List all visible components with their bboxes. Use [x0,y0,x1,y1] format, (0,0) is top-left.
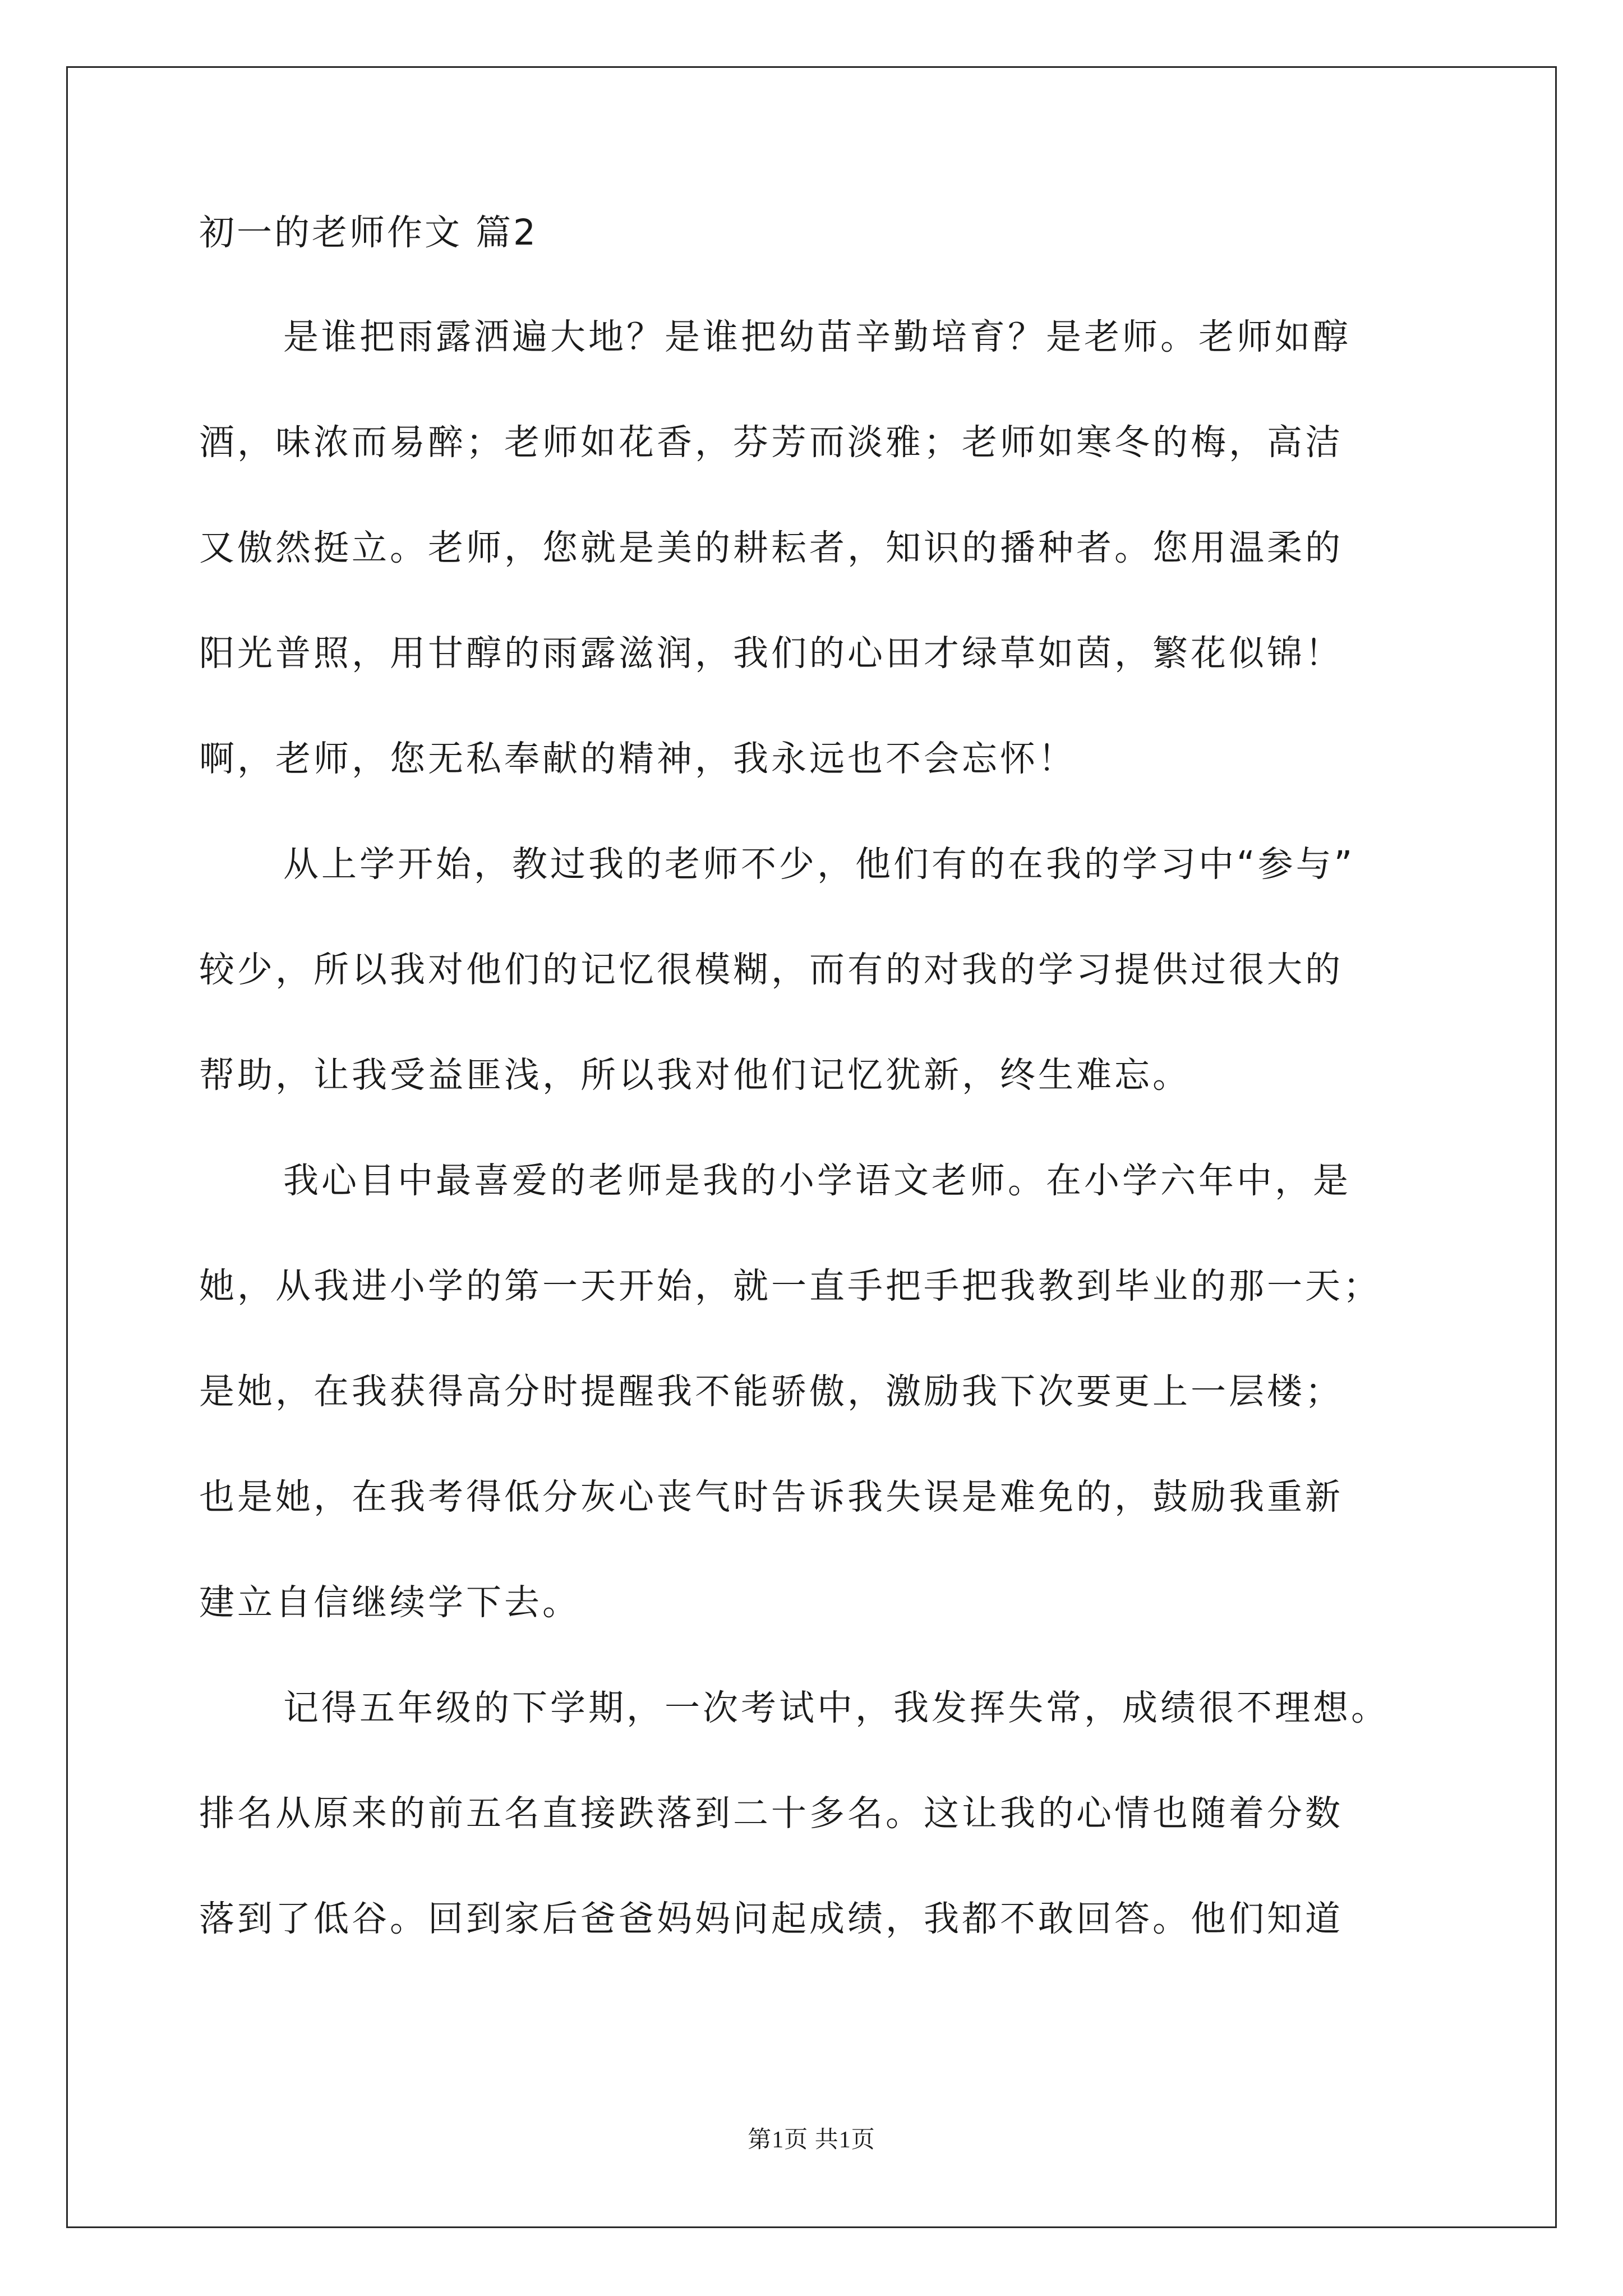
text-line: 又傲然挺立。老师，您就是美的耕耘者，知识的播种者。您用温柔的 [199,527,1343,568]
text-line: 建立自信继续学下去。 [199,1582,580,1623]
text-line: 排名从原来的前五名直接跌落到二十多名。这让我的心情也随着分数 [199,1793,1343,1834]
text-line: 较少，所以我对他们的记忆很模糊，而有的对我的学习提供过很大的 [199,949,1343,990]
text-line: 我心目中最喜爱的老师是我的小学语文老师。在小学六年中，是 [283,1160,1351,1201]
text-line: 是谁把雨露洒遍大地？是谁把幼苗辛勤培育？是老师。老师如醇 [283,316,1351,357]
document-body [199,208,1433,1999]
text-line: 也是她，在我考得低分灰心丧气时告诉我失误是难免的，鼓励我重新 [199,1476,1343,1517]
text-line: 从上学开始，教过我的老师不少，他们有的在我的学习中“参与” [283,844,1355,885]
text-line: 帮助，让我受益匪浅，所以我对他们记忆犹新，终生难忘。 [199,1055,1191,1096]
text-line: 啊，老师，您无私奉献的精神，我永远也不会忘怀！ [199,738,1076,779]
text-line: 落到了低谷。回到家后爸爸妈妈问起成绩，我都不敢回答。他们知道 [199,1898,1343,1939]
text-line: 酒，味浓而易醉；老师如花香，芬芳而淡雅；老师如寒冬的梅，高洁 [199,422,1343,463]
text-line: 她，从我进小学的第一天开始，就一直手把手把我教到毕业的那一天； [199,1266,1381,1306]
page-number-footer: 第1页 共1页 [748,2127,875,2153]
document-title: 初一的老师作文 篇2 [199,212,538,253]
text-line: 是她，在我获得高分时提醒我不能骄傲，激励我下次要更上一层楼； [199,1371,1343,1412]
text-line: 阳光普照，用甘醇的雨露滋润，我们的心田才绿草如茵，繁花似锦！ [199,633,1343,674]
text-line: 记得五年级的下学期，一次考试中，我发挥失常，成绩很不理想。 [283,1687,1389,1728]
